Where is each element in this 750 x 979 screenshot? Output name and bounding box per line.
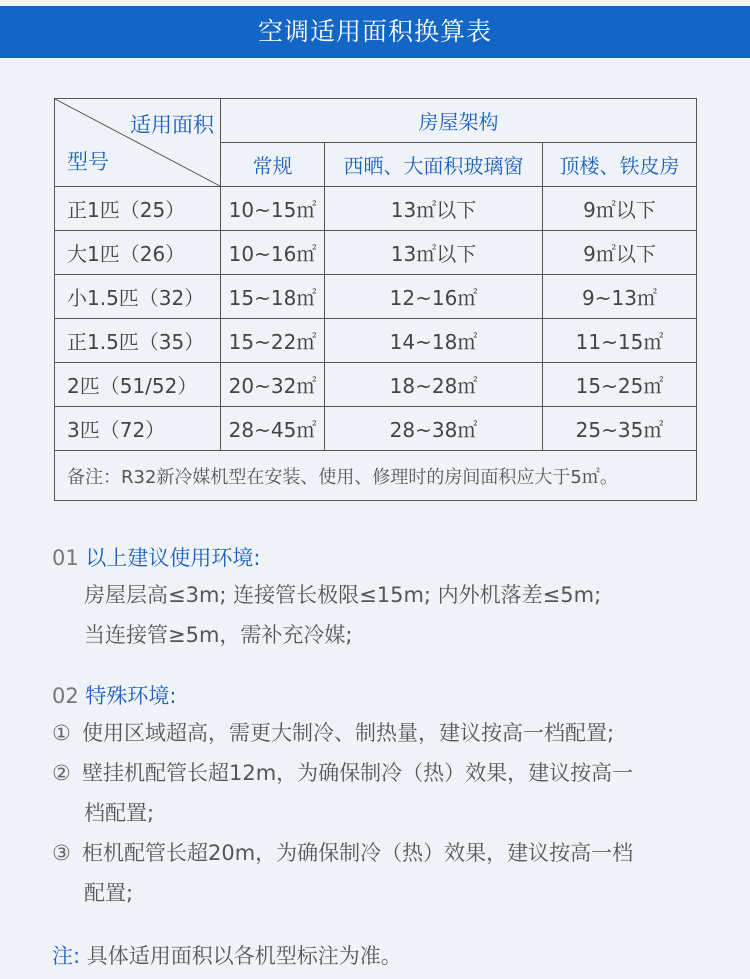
footer-text: 具体适用面积以各机型标注为准。 (86, 944, 402, 968)
table-row (55, 187, 697, 231)
footer-note (52, 936, 402, 976)
area-cell: 18~28㎡ (325, 363, 543, 407)
section-1-title: 以上建议使用环境: (85, 546, 261, 570)
col-header-west-sun: 西晒、大面积玻璃窗 (325, 143, 543, 187)
item-line: 壁挂机配管长超12m，为确保制冷（热）效果，建议按高一 (82, 761, 634, 785)
item-mark: ② (52, 761, 71, 785)
item-mark: ① (52, 721, 71, 745)
section-1-body (84, 575, 601, 655)
corner-top-label: 适用面积 (130, 113, 214, 137)
area-cell: 25~35㎡ (543, 407, 697, 451)
table-note: 备注：R32新冷媒机型在安装、使用、修理时的房间面积应大于5㎡。 (55, 451, 697, 501)
table-row (55, 275, 697, 319)
table-row (55, 319, 697, 363)
area-cell: 11~15㎡ (543, 319, 697, 363)
footer-label: 注: (52, 944, 81, 968)
table-row (55, 407, 697, 451)
section-2-title: 特殊环境: (85, 684, 177, 708)
special-item-1 (52, 713, 614, 753)
area-cell: 15~25㎡ (543, 363, 697, 407)
model-cell: 小1.5匹（32） (55, 275, 221, 319)
model-cell: 2匹（51/52） (55, 363, 221, 407)
table-corner-header (55, 99, 221, 187)
area-cell: 14~18㎡ (325, 319, 543, 363)
group-header: 房屋架构 (221, 99, 697, 143)
area-cell: 10~16㎡ (221, 231, 325, 275)
item-mark: ③ (52, 841, 71, 865)
area-cell: 13㎡以下 (325, 231, 543, 275)
area-cell: 28~45㎡ (221, 407, 325, 451)
section-1-line: 当连接管≥5m，需补充冷媒; (84, 623, 353, 647)
col-header-top-floor: 顶楼、铁皮房 (543, 143, 697, 187)
area-cell: 20~32㎡ (221, 363, 325, 407)
section-2-number: 02 (52, 684, 79, 708)
model-cell: 正1.5匹（35） (55, 319, 221, 363)
area-cell: 12~16㎡ (325, 275, 543, 319)
item-line: 配置; (84, 881, 134, 905)
area-cell: 13㎡以下 (325, 187, 543, 231)
section-1-number: 01 (52, 546, 79, 570)
section-1-line: 房屋层高≤3m; 连接管长极限≤15m; 内外机落差≤5m; (84, 583, 602, 607)
area-cell: 9㎡以下 (543, 231, 697, 275)
area-cell: 10~15㎡ (221, 187, 325, 231)
model-cell: 大1匹（26） (55, 231, 221, 275)
item-line: 使用区域超高，需更大制冷、制热量，建议按高一档配置; (82, 721, 615, 745)
page-title: 空调适用面积换算表 (0, 6, 750, 58)
model-cell: 正1匹（25） (55, 187, 221, 231)
area-cell: 9~13㎡ (543, 275, 697, 319)
area-cell: 28~38㎡ (325, 407, 543, 451)
area-cell: 15~18㎡ (221, 275, 325, 319)
special-item-2 (52, 753, 633, 833)
special-item-3 (52, 833, 633, 913)
table-row (55, 363, 697, 407)
area-cell: 15~22㎡ (221, 319, 325, 363)
area-cell: 9㎡以下 (543, 187, 697, 231)
model-cell: 3匹（72） (55, 407, 221, 451)
section-2-heading (52, 680, 177, 710)
area-conversion-table (54, 98, 697, 501)
col-header-normal: 常规 (221, 143, 325, 187)
table-row (55, 231, 697, 275)
section-1-heading (52, 542, 261, 572)
item-line: 档配置; (84, 801, 155, 825)
item-line: 柜机配管长超20m，为确保制冷（热）效果，建议按高一档 (82, 841, 634, 865)
corner-bottom-label: 型号 (67, 150, 109, 174)
